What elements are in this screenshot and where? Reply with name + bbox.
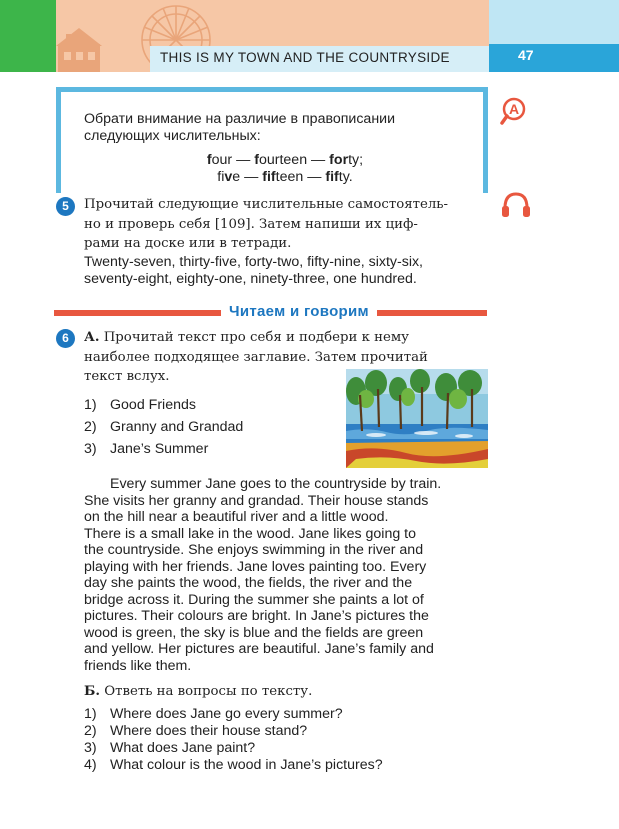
spelling-magnifier-icon [500, 96, 530, 126]
part-b-label: Б. [84, 684, 100, 699]
question-number: 4) [84, 757, 97, 773]
numeral-bold-part: f [254, 152, 259, 168]
question-text: What colour is the wood in Jane’s pictures? [110, 757, 383, 773]
option-text: Good Friends [110, 397, 196, 413]
numeral-bold-part: fif [262, 169, 276, 185]
story-line: She visits her granny and grandad. Their house stands [84, 492, 429, 509]
story-line: on the hill near a beautiful river and a little wood. [84, 509, 389, 525]
page-number: 47 [518, 47, 534, 63]
numeral-normal-part: teen — [275, 169, 326, 185]
question-text: Where does Jane go every summer? [110, 706, 343, 722]
numeral-bold-part: fif [325, 169, 339, 185]
exercise-6a-task-line-2: наиболее подходящее заглавие. Затем прочитай [84, 349, 428, 365]
story-line: Every summer Jane goes to the countryside by train. [110, 476, 442, 492]
question-number: 2) [84, 723, 97, 739]
numeral-normal-part: ty; [348, 152, 364, 168]
exercise-6b-text: Ответь на вопросы по тексту. [104, 684, 313, 699]
title-option-2 [84, 419, 243, 435]
question-4 [84, 757, 383, 773]
chapter-title: THIS IS MY TOWN AND THE COUNTRYSIDE [160, 50, 450, 65]
lake-painting-image [346, 369, 488, 468]
story-line: wood is green, the sky is blue and the fields are green [84, 624, 424, 641]
numeral-normal-part: ourteen — [258, 152, 330, 168]
section-title: Читаем и говорим [221, 303, 377, 321]
numeral-normal-part: ty. [338, 169, 353, 185]
question-text: Where does their house stand? [110, 723, 308, 739]
exercise-6b-task [84, 682, 488, 702]
story-line: friends like them. [84, 657, 192, 674]
header-green-block [0, 0, 56, 72]
exercise-5-task-line-3: рами на доске или в тетради. [84, 236, 292, 251]
exercise-number-5: 5 [56, 197, 75, 216]
story-line: pictures. Their colours are bright. In Jane’s pictures the [84, 608, 429, 624]
option-number: 2) [84, 419, 97, 435]
exercise-5-numbers [84, 254, 487, 288]
part-a-label: А. [84, 330, 100, 345]
numeral-normal-part: fi [217, 169, 225, 185]
headphones-icon [500, 190, 532, 220]
numeral-normal-part: e — [232, 169, 263, 185]
story-text [84, 476, 487, 674]
numbers-line-2: seventy-eight, eighty-one, ninety-three, one hundred. [84, 271, 417, 287]
exercise-6a-task-line-3: текст вслух. [84, 369, 170, 384]
spelling-note-text [84, 111, 474, 145]
question-text: What does Jane paint? [110, 740, 256, 756]
section-banner [54, 305, 487, 319]
option-number: 1) [84, 397, 97, 413]
spelling-note-line-2: следующих числительных: [84, 128, 261, 144]
story-line: bridge across it. During the summer she paints a lot of [84, 591, 424, 608]
title-option-1 [84, 397, 196, 413]
numeral-normal-part: our — [211, 152, 255, 168]
story-line: the countryside. She enjoys swimming in the river and [84, 542, 424, 558]
exercise-6a-text-1: Прочитай текст про себя и подбери к нему [103, 330, 410, 345]
exercise-number-6: 6 [56, 329, 75, 348]
svg-text:A: A [508, 101, 520, 117]
numeral-bold-part: v [224, 169, 233, 185]
title-option-3 [84, 441, 208, 457]
question-number: 3) [84, 740, 97, 756]
option-text: Granny and Grandad [110, 419, 244, 435]
story-line: There is a small lake in the wood. Jane likes going to [84, 525, 417, 542]
numbers-line-1: Twenty-seven, thirty-five, forty-two, fifty-nine, sixty-six, [84, 254, 424, 270]
story-line: playing with her friends. Jane loves painting too. Every [84, 558, 427, 575]
story-line: day she paints the wood, the fields, the river and the [84, 575, 413, 591]
question-2 [84, 723, 307, 739]
numeral-bold-part: for [329, 152, 349, 168]
spelling-note-line-1: Обрати внимание на различие в правописании [84, 111, 396, 127]
numeral-row-four [150, 152, 420, 168]
exercise-5-task-line-1: Прочитай следующие числительные самостоятель- [84, 197, 448, 212]
option-text: Jane’s Summer [110, 441, 209, 457]
question-3 [84, 740, 255, 756]
numeral-row-five [150, 169, 420, 185]
story-line: and yellow. Her pictures are beautiful. Jane’s family and [84, 641, 434, 657]
page-number-tab [489, 44, 619, 72]
painting-illustration [346, 369, 488, 468]
numeral-bold-part: f [206, 152, 212, 168]
question-number: 1) [84, 706, 97, 722]
exercise-5-task [84, 195, 488, 254]
option-number: 3) [84, 441, 97, 457]
exercise-5-task-line-2: но и проверь себя [109]. Затем напиши их циф- [84, 216, 418, 232]
exercise-6a-task-line-1 [84, 328, 488, 348]
question-1 [84, 706, 343, 722]
